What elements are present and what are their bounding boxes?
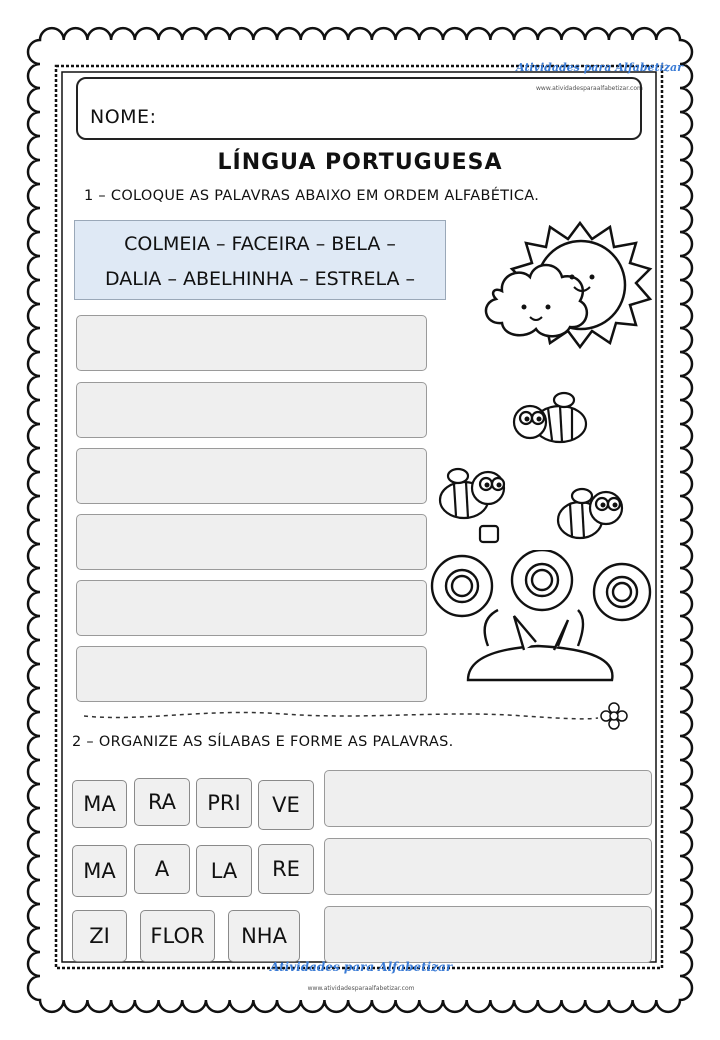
syllable-tile: FLOR: [140, 910, 215, 962]
answer-box-4[interactable]: [76, 514, 427, 570]
answer-box-1[interactable]: [76, 315, 427, 371]
syllable-tile: MA: [72, 780, 127, 828]
answer-box-2[interactable]: [76, 382, 427, 438]
watermark-url: www.atividadesparaalfabetizar.com: [536, 85, 643, 92]
word-line-2: DALIA – ABELHINHA – ESTRELA –: [104, 268, 416, 290]
name-label: NOME:: [90, 106, 157, 128]
bees-illustration: [428, 380, 648, 550]
syllable-tile: RA: [134, 778, 190, 826]
syllable-tile: MA: [72, 845, 127, 897]
response-box-1[interactable]: [324, 770, 652, 827]
syllable-tile: NHA: [228, 910, 300, 962]
watermark-url: www.atividadesparaalfabetizar.com: [307, 985, 415, 992]
answer-box-6[interactable]: [76, 646, 427, 702]
question-1: 1 – COLOQUE AS PALAVRAS ABAIXO EM ORDEM ALFABÉTICA.: [84, 188, 540, 204]
name-field[interactable]: [76, 77, 642, 140]
question-2: 2 – ORGANIZE AS SÍLABAS E FORME AS PALAVRAS.: [72, 734, 454, 750]
syllable-tile: VE: [258, 780, 314, 830]
syllable-tile: A: [134, 844, 190, 894]
syllable-tile: LA: [196, 845, 252, 897]
word-line-1: COLMEIA – FACEIRA – BELA –: [124, 233, 396, 255]
page-title: LÍNGUA PORTUGUESA: [217, 150, 503, 175]
sun-cloud-illustration: [452, 215, 660, 365]
answer-box-3[interactable]: [76, 448, 427, 504]
word-list-box: [74, 220, 446, 300]
response-box-2[interactable]: [324, 838, 652, 895]
watermark-text: Atividades para Alfabetizar: [516, 61, 683, 74]
watermark-bottom: [270, 956, 452, 994]
flowers-illustration: [428, 550, 656, 690]
syllable-tile: RE: [258, 844, 314, 894]
response-box-3[interactable]: [324, 906, 652, 963]
answer-box-5[interactable]: [76, 580, 427, 636]
syllable-tile: PRI: [196, 778, 252, 828]
divider-line: [84, 700, 634, 732]
syllable-tile: ZI: [72, 910, 127, 962]
watermark-text: Atividades para Alfabetizar: [270, 960, 453, 974]
